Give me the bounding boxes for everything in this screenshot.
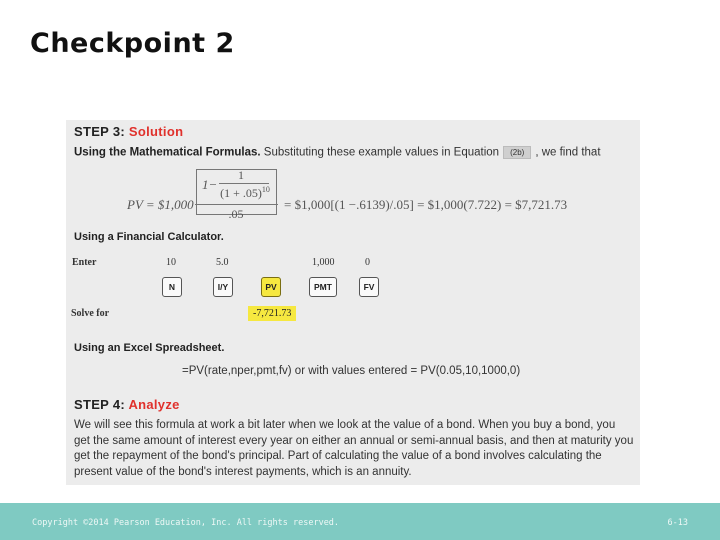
formula-inner-num: 1 bbox=[238, 168, 244, 182]
slide-title: Checkpoint 2 bbox=[30, 28, 235, 59]
key-pmt[interactable]: PMT bbox=[309, 277, 337, 297]
value-pmt: 1,000 bbox=[312, 257, 335, 268]
excel-formula: =PV(rate,nper,pmt,fv) or with values entered = PV(0.05,10,1000,0) bbox=[182, 365, 521, 377]
copyright-text: Copyright ©2014 Pearson Education, Inc. All rights reserved. bbox=[32, 518, 340, 528]
solution-panel bbox=[66, 120, 640, 485]
formula-minus: 1− bbox=[202, 177, 218, 192]
footer-bar bbox=[0, 503, 720, 540]
key-iy[interactable]: I/Y bbox=[213, 277, 233, 297]
step4-label: STEP 4: bbox=[74, 397, 125, 412]
key-pv[interactable]: PV bbox=[261, 277, 281, 297]
step3-heading bbox=[74, 124, 183, 139]
step4-heading bbox=[74, 397, 180, 412]
formula-den: .05 bbox=[228, 207, 244, 221]
formula-rhs: = $1,000[(1 −.6139)/.05] = $1,000(7.722) = $7,721.73 bbox=[284, 197, 568, 212]
value-iy: 5.0 bbox=[216, 257, 229, 268]
step4-accent: Analyze bbox=[128, 397, 180, 412]
enter-label bbox=[72, 257, 96, 268]
step3-accent: Solution bbox=[128, 124, 184, 139]
enter-label-text: Enter bbox=[72, 257, 97, 268]
solve-label-text: Solve for bbox=[71, 308, 110, 319]
excel-heading: Using an Excel Spreadsheet. bbox=[74, 342, 225, 354]
analysis-paragraph: We will see this formula at work a bit later when we look at the value of a bond. When you buy a bond, you get the same amount of interest every year on either an annual or semi-annual basis, and then at maturity you get the repayment of the bond's principal. Part of calculating the value of a bond involves calculating the present value of the bond's interest payments, which is an annuity. bbox=[74, 419, 634, 478]
value-n: 10 bbox=[166, 257, 176, 268]
pv-answer: -7,721.73 bbox=[248, 306, 296, 321]
intro-bold: Using the Mathematical Formulas. bbox=[74, 146, 261, 159]
intro-after: , we find that bbox=[535, 146, 601, 159]
step3-label: STEP 3: bbox=[74, 124, 125, 139]
formula-inner-rule bbox=[219, 183, 269, 184]
key-fv[interactable]: FV bbox=[359, 277, 379, 297]
formula-exponent: 10 bbox=[261, 185, 270, 194]
value-fv: 0 bbox=[365, 257, 370, 268]
slide-number: 6-13 bbox=[667, 518, 688, 528]
intro-text: Substituting these example values in Equation bbox=[260, 146, 500, 159]
formula-main-rule bbox=[195, 204, 278, 205]
inner-den-text: (1 + .05) bbox=[220, 186, 262, 200]
formula-lhs: PV = $1,000 bbox=[127, 197, 194, 212]
intro-line bbox=[74, 146, 601, 159]
solve-label bbox=[71, 308, 109, 319]
equation-tag: (2b) bbox=[503, 146, 531, 159]
formula-inner-den bbox=[217, 185, 273, 201]
calculator-heading: Using a Financial Calculator. bbox=[74, 231, 224, 243]
key-n[interactable]: N bbox=[162, 277, 182, 297]
